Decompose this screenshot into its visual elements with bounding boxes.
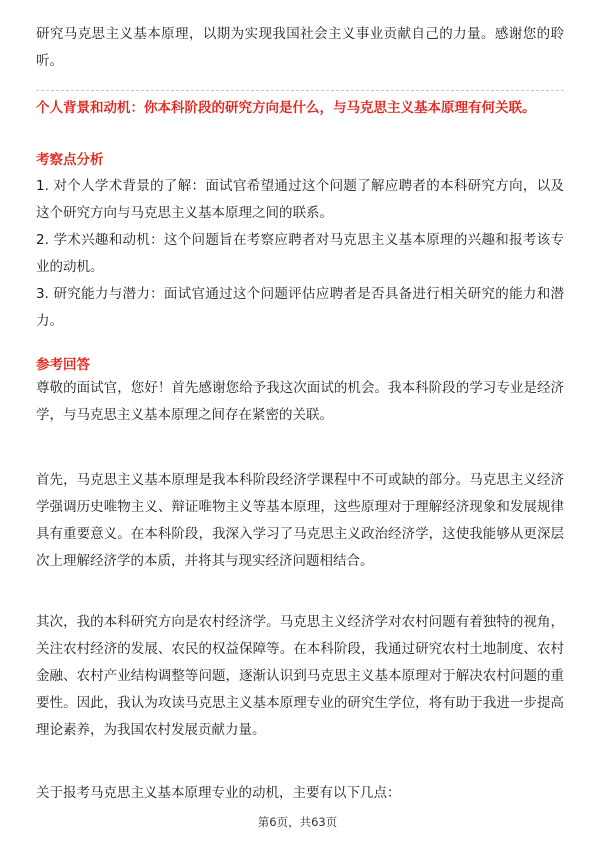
answer-paragraph: 首先，马克思主义基本原理是我本科阶段经济学课程中不可或缺的部分。马克思主义经济学强调历史唯物主义、辩证唯物主义等基本原理，这些原理对于理解经济现象和发展规律具有重要意义。在本科阶段，我深入学习了马克思主义政治经济学，这使我能够从更深层次上理解经济学的本质，并将其与现实经济问题相结合。 bbox=[36, 472, 564, 569]
answer-paragraph-2 bbox=[36, 467, 564, 575]
answer-paragraph-1 bbox=[36, 375, 564, 429]
answer-paragraph: 尊敬的面试官，您好！首先感谢您给予我这次面试的机会。我本科阶段的学习专业是经济学，与马克思主义基本原理之间存在紧密的关联。 bbox=[36, 380, 564, 423]
intro-paragraph-block bbox=[36, 21, 564, 75]
answer-paragraph-4 bbox=[36, 780, 564, 807]
question-title: 个人背景和动机：你本科阶段的研究方向是什么，与马克思主义基本原理有何关联。 bbox=[36, 100, 536, 116]
answer-paragraph: 关于报考马克思主义基本原理专业的动机，主要有以下几点： bbox=[36, 785, 401, 801]
analysis-item: 1. 对个人学术背景的了解：面试官希望通过这个问题了解应聘者的本科研究方向，以及这个研究方向与马克思主义基本原理之间的联系。 bbox=[36, 178, 564, 221]
intro-paragraph: 研究马克思主义基本原理，以期为实现我国社会主义事业贡献自己的力量。感谢您的聆听。 bbox=[36, 26, 564, 69]
analysis-item: 3. 研究能力与潜力：面试官通过这个问题评估应聘者是否具备进行相关研究的能力和潜力。 bbox=[36, 286, 564, 329]
section-divider bbox=[36, 90, 564, 91]
page-number: 第6页，共63页 bbox=[257, 815, 338, 829]
answer-paragraph: 其次，我的本科研究方向是农村经济学。马克思主义经济学对农村问题有着独特的视角，关注农村经济的发展、农民的权益保障等。在本科阶段，我通过研究农村土地制度、农村金融、农村产业结构调整等问题，逐渐认识到马克思主义基本原理对于解决农村问题的重要性。因此，我认为攻读马克思主义基本原理专业的研究生学位，将有助于我进一步提高理论素养，为我国农村发展贡献力量。 bbox=[36, 614, 564, 738]
answer-paragraph-3 bbox=[36, 609, 564, 744]
analysis-item: 2. 学术兴趣和动机：这个问题旨在考察应聘者对马克思主义基本原理的兴趣和报考该专业的动机。 bbox=[36, 232, 564, 275]
answer-heading: 参考回答 bbox=[36, 357, 90, 373]
analysis-heading: 考察点分析 bbox=[36, 152, 104, 168]
analysis-list bbox=[36, 173, 564, 335]
